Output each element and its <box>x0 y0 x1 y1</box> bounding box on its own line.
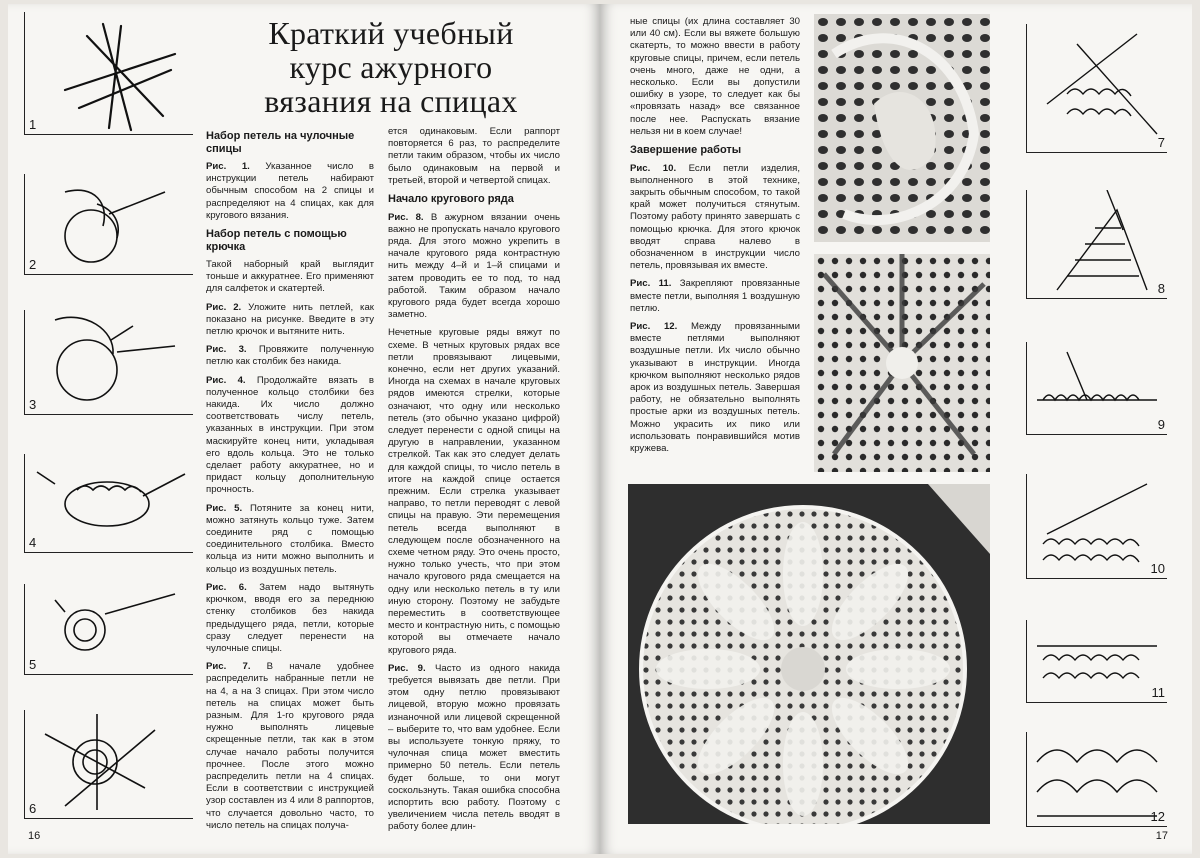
figure-number: 10 <box>1150 561 1165 576</box>
paragraph-text: Нечетные круговые ряды вяжут по схеме. В четных круговых рядах все петли провязывают лицевыми, конечно, если нет других указаний. Иногда на схемах в начале круговых рядов имеются стрелки, которые означают, что одну или несколько петель (это обычно указано цифрой) следует перенести с одной спицы на другую в направлении, указанном стрелкой. Так как это следует делать для каждой спицы, то число петель в итоге на каждой спице остается прежним. Если стрелка указывает направо, то петли переводят с левой спицы на правую. Эти перемещения петель всегда выполняют в следующем после обозначенного на схеме четном ряду. Это очень просто, нужно только учесть, что при этом начало кругового ряда смещается на одну или несколько петель в ту или иную сторону. Поэтому не забудьте переместить в соответствующее место и контрастную нить, с помощью которой вы отмечаете начало кругового ряда. <box>388 327 560 656</box>
figure-number: 1 <box>29 117 37 132</box>
paragraph <box>630 163 800 273</box>
paragraph-text: В начале удобнее распределить набранные петли не на 4, а на 3 спицах. При этом число петель на спицах может быть разным. Для 1-го кругового ряда нужно выполнять лицевые скрещенные петли, так как в этом случае начало работы получится прочнее. После этого можно распределить петли на 4 спицах. Если в соответствии с инструкцией узор составлен из 4 или 8 раппортов, что случается довольно часто, то число петель на спицах получа- <box>206 661 374 831</box>
figure-6-needles-ring <box>24 710 193 819</box>
page-right <box>600 4 1192 854</box>
paragraph <box>388 327 560 656</box>
page-left <box>8 4 600 854</box>
paragraph-text: Затем надо вытянуть крючком, вводя его за переднюю стенку столбиков без накида предыдущего ряда, петли, которые сразу следует перенести на чулочные спицы. <box>206 581 374 654</box>
article-title <box>236 16 546 118</box>
magazine-spread <box>8 4 1192 854</box>
title-line: курс ажурного <box>289 49 493 85</box>
paragraph <box>630 278 800 315</box>
figure-number: 3 <box>29 397 37 412</box>
section-heading: Начало кругового ряда <box>388 193 514 206</box>
figures-column-left <box>20 4 200 854</box>
figure-ref: Рис. 12. <box>630 320 678 332</box>
figure-2-loop <box>24 174 193 275</box>
paragraph-text: Часто из одного накида требуется вывязать две петли. При этом одну петлю провязывают лицевой, вторую можно провязать изнаночной или лицевой скрещенной – выберите то, что вам удобнее. Если вы используете тонкую пряжу, то чулочная спица может вместить примерно 50 петель. Если петель будет больше, то они могут соскользнуть. Такая ошибка способна испортить всю работу. Поэтому с увеличением числа петель вводят в работу более длин- <box>388 662 560 833</box>
paragraph-text: ные спицы (их длина составляет 30 или 40 см). Если вы вяжете большую скатерть, то можно ввести в работу круговые спицы, причем, если петель очень много, даже не одни, а несколько. Если вы допустили ошибку в узоре, то следует как бы «провязать назад» все связанное после нее. Распускать вязание нельзя ни в коем случае! <box>630 16 800 137</box>
figure-9-yarn-over <box>1026 342 1167 435</box>
figure-number: 11 <box>1151 685 1165 700</box>
paragraph <box>388 126 560 187</box>
paragraph-text: В ажурном вязании очень важно не пропускать начало кругового ряда. Для этого можно укрепить в начале кругового ряда контрастную нить между 4–й и 1–й спицами и затем проводить ее то под, то над работой. Таким образом начало кругового ряда будет всегда хорошо заметно. <box>388 211 560 321</box>
paragraph <box>206 161 374 222</box>
text-column-1 <box>206 124 374 834</box>
figure-ref: Рис. 5. <box>206 502 243 514</box>
figure-ref: Рис. 9. <box>388 662 426 674</box>
paragraph-text: Такой наборный край выглядит тоньше и аккуратнее. Его применяют для салфеток и скатертей. <box>206 259 374 295</box>
figure-12-chain-arches <box>1026 732 1167 827</box>
paragraph-text: Указанное число в инструкции петель набирают обычным способом на 2 спицы и распределяют на 4 спицах, как для кругового вязания. <box>206 161 374 221</box>
figure-number: 6 <box>29 801 37 816</box>
paragraph <box>206 375 374 497</box>
paragraph <box>630 321 800 455</box>
paragraph <box>206 661 374 832</box>
paragraph <box>206 259 374 296</box>
page-number-right: 17 <box>1155 830 1168 842</box>
figure-8-contrast-thread <box>1026 190 1167 299</box>
paragraph <box>388 663 560 834</box>
paragraph-text: Провяжите полученную петлю как столбик без накида. <box>206 344 374 368</box>
figure-number: 9 <box>1157 417 1165 432</box>
figure-ref: Рис. 3. <box>206 344 247 356</box>
paragraph <box>206 302 374 339</box>
figure-11-chain-stitch <box>1026 620 1167 703</box>
title-line: вязания на спицах <box>264 83 518 119</box>
page-number-left: 16 <box>28 830 41 842</box>
paragraph-text: Если петли изделия, выполненного в этой технике, закрыть обычным способом, то такой край может получиться стянутым. Поэтому работу принято завершать с помощью крючка. Для этого крючок вводят справа налево в обозначенном в инструкции число петель, провязывая их вместе. <box>630 162 800 272</box>
paragraph-text: ется одинаковым. Если раппорт повторяется 6 раз, то распределите петли таким образом, чтобы их число было одинаковым на первой и третьей, второй и четвертой спицах. <box>388 126 560 186</box>
text-column-2 <box>388 126 560 836</box>
figure-1-needles <box>24 12 193 135</box>
paragraph-text: Продолжайте вязать в полученное кольцо столбики без накида. Их число должно соответствовать числу петель, указанных в инструкции. При этом маскируйте конец нити, укладывая его вдоль кольца. Это не только сделает работу аккуратнее, но и придаст кольцу дополнительную прочность. <box>206 374 374 496</box>
section-heading: Завершение работы <box>630 144 742 157</box>
paragraph-text: Уложите нить петлей, как показано на рисунке. Введите в эту петлю крючок и вытяните нить. <box>206 301 374 338</box>
figure-3-loop-hook <box>24 310 193 415</box>
figure-number: 2 <box>29 257 37 272</box>
paragraph <box>206 582 374 655</box>
figure-ref: Рис. 4. <box>206 374 246 386</box>
figure-number: 12 <box>1150 809 1165 824</box>
figure-number: 4 <box>29 535 37 550</box>
lace-detail-photo-middle <box>814 254 990 472</box>
figure-10-bind-off-hook <box>1026 474 1167 579</box>
text-column-3 <box>630 16 800 476</box>
lace-doily-photo <box>628 484 990 824</box>
figure-ref: Рис. 10. <box>630 162 677 174</box>
lace-detail-photo-top <box>814 14 990 242</box>
paragraph-text: Потяните за конец нити, можно затянуть кольцо туже. Затем соедините ряд с помощью соединительного столбика. Вместо кольца из нити можно выполнить и кольцо из воздушных петель. <box>206 502 374 575</box>
figure-number: 8 <box>1157 281 1165 296</box>
figure-number: 7 <box>1157 135 1165 150</box>
figure-7-needles-stitches <box>1026 24 1167 153</box>
section-heading: Набор петель с помощью крючка <box>206 228 347 253</box>
figure-ref: Рис. 2. <box>206 301 242 313</box>
figure-number: 5 <box>29 657 37 672</box>
figure-ref: Рис. 11. <box>630 278 672 290</box>
figure-ref: Рис. 6. <box>206 581 247 593</box>
figure-4-ring-stitches <box>24 454 193 553</box>
paragraph <box>206 344 374 368</box>
figures-column-right <box>1020 4 1192 854</box>
paragraph <box>206 503 374 576</box>
figure-ref: Рис. 1. <box>206 161 250 172</box>
paragraph-text: Между провязанными вместе петлями выполняют воздушные петли. Их число обычно указывают в инструкции. Иногда крючком выполняют несколько рядов арок из воздушных петель. Завершая работу, не обязательно выполнять простые арки из воздушных петель. Можно украсить их пико или использовать понравившийся мотив кружева. <box>630 320 800 454</box>
figure-5-closed-ring <box>24 584 193 675</box>
title-line: Краткий учебный <box>268 15 514 51</box>
paragraph-text: Закрепляют провязанные вместе петли, выполняя 1 воздушную петлю. <box>630 278 800 314</box>
figure-ref: Рис. 7. <box>206 661 251 673</box>
paragraph <box>630 16 800 138</box>
section-heading: Набор петель на чулочные спицы <box>206 130 355 155</box>
paragraph <box>388 212 560 322</box>
figure-ref: Рис. 8. <box>388 211 424 223</box>
